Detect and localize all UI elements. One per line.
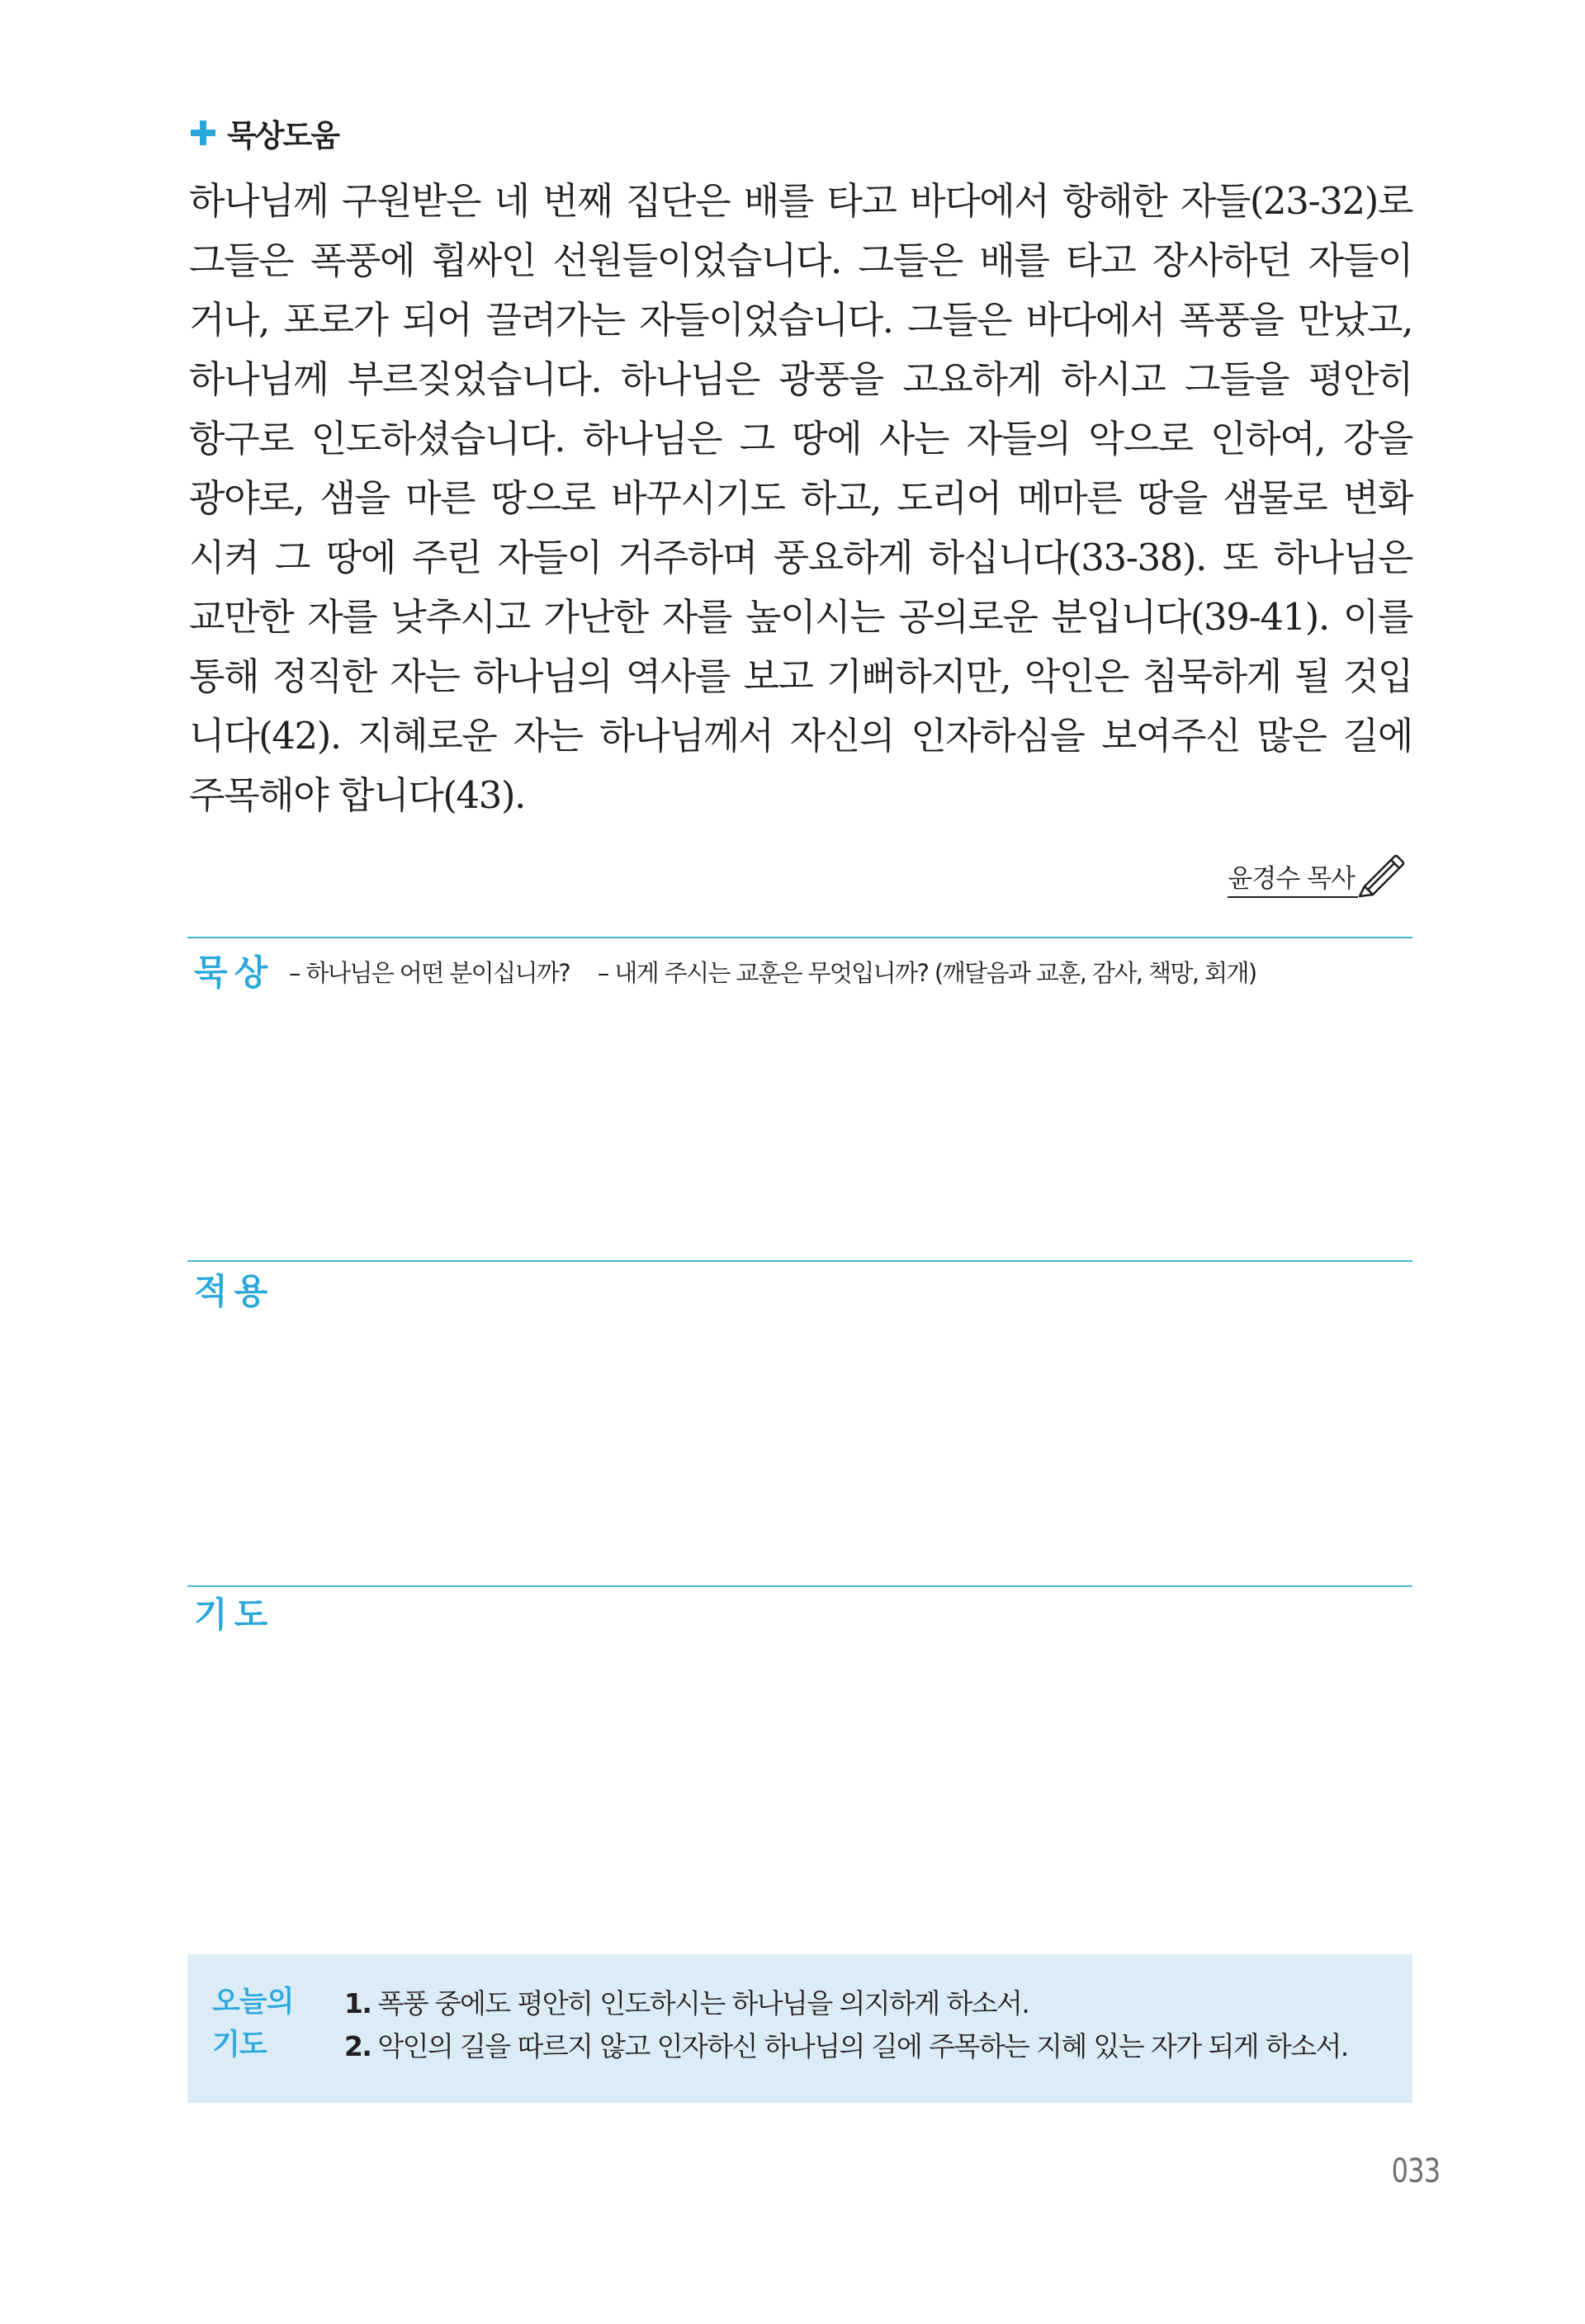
body-line: 광야로, 샘을 마른 땅으로 바꾸시기도 하고, 도리어 메마른 땅을 샘물로 변화 <box>189 476 1412 520</box>
body-line: 통해 정직한 자는 하나님의 역사를 보고 기뻐하지만, 악인은 침묵하게 될 것입 <box>189 654 1412 698</box>
todays-prayer-label <box>212 1981 303 2067</box>
prayer-item-number: 1. <box>344 1987 371 2019</box>
prayer-item-text: 악인의 길을 따르지 않고 인자하신 하나님의 길에 주목하는 지혜 있는 자가 되게 하소서. <box>377 2030 1348 2062</box>
meditation-label: 묵상 <box>194 952 275 993</box>
body-line: 교만한 자를 낮추시고 가난한 자를 높이시는 공의로운 분입니다(39-41). 이를 <box>189 595 1412 639</box>
application-label: 적용 <box>194 1271 275 1311</box>
body-line: 니다(42). 지혜로운 자는 하나님께서 자신의 인자하심을 보여주신 많은 길에 <box>189 714 1412 758</box>
prayer-item <box>344 1982 1348 2025</box>
todays-prayer-label-line-2: 기도 <box>212 2029 267 2062</box>
meditation-prompt-1: – 하나님은 어떤 분이십니까? <box>289 959 570 987</box>
todays-prayer-label-line-1: 오늘의 <box>212 1986 294 2019</box>
helper-body-text <box>189 172 1412 825</box>
body-line: 항구로 인도하셨습니다. 하나님은 그 땅에 사는 자들의 악으로 인하여, 강을 <box>189 417 1412 461</box>
author-signature <box>1228 840 1406 898</box>
body-line: 시켜 그 땅에 주린 자들이 거주하며 풍요하게 하십니다(33-38). 또 하나님은 <box>189 536 1412 579</box>
body-line: 거나, 포로가 되어 끌려가는 자들이었습니다. 그들은 바다에서 폭풍을 만났고, <box>189 298 1412 342</box>
prayer-item <box>344 2025 1348 2068</box>
helper-title: 묵상도움 <box>227 118 338 154</box>
todays-prayer-list <box>344 1982 1348 2068</box>
plus-icon <box>191 120 215 145</box>
prayer-label: 기도 <box>194 1594 275 1635</box>
prayer-item-text: 폭풍 중에도 평안히 인도하시는 하나님을 의지하게 하소서. <box>377 1987 1029 2019</box>
page-number: 033 <box>1391 2152 1440 2190</box>
pencil-icon <box>1353 845 1406 898</box>
application-divider <box>187 1260 1412 1262</box>
body-line: 하나님께 부르짖었습니다. 하나님은 광풍을 고요하게 하시고 그들을 평안히 <box>189 357 1412 401</box>
body-line: 주목해야 합니다(43). <box>189 773 526 817</box>
author-name: 윤경수 목사 <box>1228 865 1358 898</box>
meditation-prompts <box>289 955 1256 989</box>
prayer-item-number: 2. <box>344 2030 371 2062</box>
helper-header <box>191 112 338 154</box>
prayer-divider <box>187 1585 1412 1587</box>
meditation-divider <box>187 937 1412 938</box>
body-line: 하나님께 구원받은 네 번째 집단은 배를 타고 바다에서 항해한 자들(23-32)로 <box>189 179 1412 223</box>
todays-prayer-box <box>187 1954 1412 2103</box>
meditation-prompt-2: – 내게 주시는 교훈은 무엇입니까? (깨달음과 교훈, 감사, 책망, 회개) <box>597 959 1256 987</box>
body-line: 그들은 폭풍에 휩싸인 선원들이었습니다. 그들은 배를 타고 장사하던 자들이 <box>189 239 1412 282</box>
